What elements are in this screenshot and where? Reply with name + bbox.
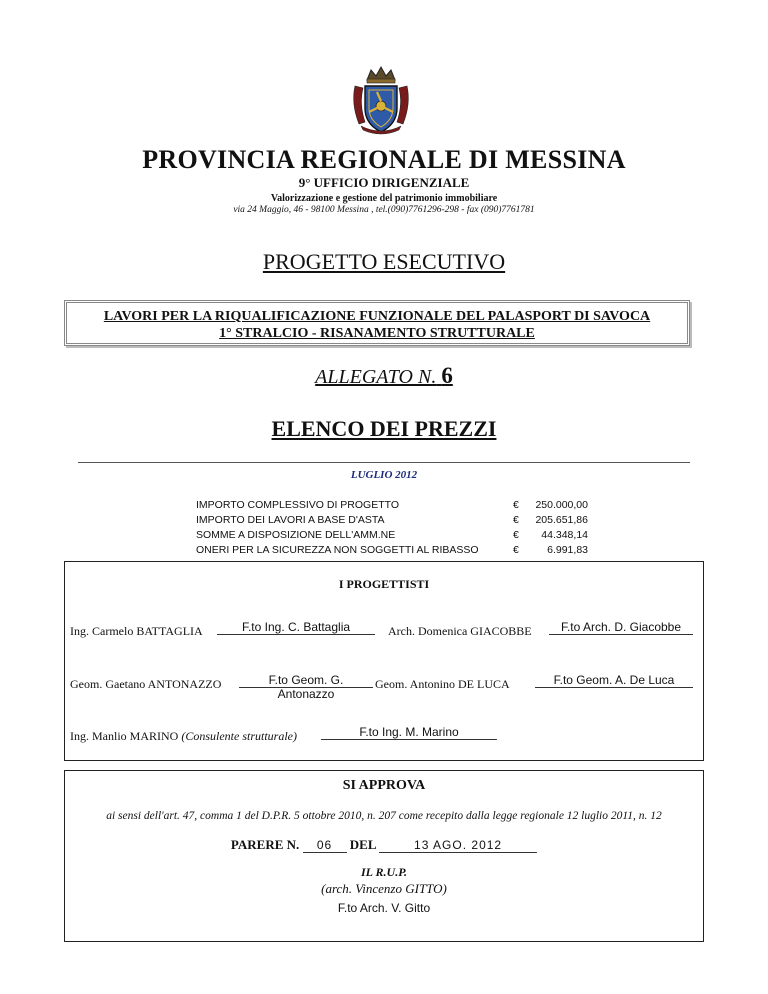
cost-currency: € [513, 544, 519, 556]
cost-currency: € [513, 499, 519, 511]
cost-value: 6.991,83 [547, 544, 588, 556]
designer-signature: F.to Arch. D. Giacobbe [549, 620, 693, 635]
parere-row [65, 837, 703, 853]
cost-label: ONERI PER LA SICUREZZA NON SOGGETTI AL RIBASSO [196, 544, 479, 556]
designer-name: Arch. Domenica GIACOBBE [388, 624, 532, 638]
rup-name: (arch. Vincenzo GITTO) [321, 881, 447, 896]
office-subtitle: Valorizzazione e gestione del patrimonio immobiliare [270, 193, 498, 204]
approval-law-text: ai sensi dell'art. 47, comma 1 del D.P.R. 5 ottobre 2010, n. 207 come recepito dalla legge regionale 12 luglio 2011, n. 12 [106, 810, 662, 822]
document-date: LUGLIO 2012 [350, 469, 418, 481]
designer-signature: F.to Ing. C. Battaglia [217, 620, 375, 635]
office-address: via 24 Maggio, 46 - 98100 Messina , tel.(090)7761296-298 - fax (090)7761781 [233, 205, 535, 215]
designer-name: Ing. Carmelo BATTAGLIA [70, 624, 203, 638]
parere-date: 13 AGO. 2012 [379, 839, 537, 853]
allegato-heading [0, 363, 768, 389]
designers-box [64, 561, 704, 761]
cost-value: 250.000,00 [535, 499, 588, 511]
rup-signature: F.to Arch. V. Gitto [337, 901, 431, 915]
designer-signature: F.to Geom. A. De Luca [535, 673, 693, 688]
allegato-label: ALLEGATO N. [315, 366, 437, 388]
rup-title: IL R.U.P. [360, 865, 407, 879]
cost-value: 44.348,14 [541, 529, 588, 541]
cost-value: 205.651,86 [535, 514, 588, 526]
designer-name: Geom. Antonino DE LUCA [375, 677, 510, 691]
designer-name: Ing. Manlio MARINO [70, 729, 179, 743]
cost-label: IMPORTO COMPLESSIVO DI PROGETTO [196, 499, 400, 511]
designers-title: I PROGETTISTI [338, 577, 430, 591]
works-title-line1: LAVORI PER LA RIQUALIFICAZIONE FUNZIONALE DEL PALASPORT DI SAVOCA [103, 309, 651, 324]
del-label: DEL [349, 837, 376, 852]
cost-label: SOMME A DISPOSIZIONE DELL'AMM.NE [196, 529, 396, 541]
designer-name-with-role [70, 729, 297, 744]
designer-role: (Consulente strutturale) [181, 729, 297, 743]
designer-name: Geom. Gaetano ANTONAZZO [70, 677, 222, 691]
allegato-number: 6 [441, 363, 453, 388]
parere-label: PARERE N. [230, 837, 300, 852]
works-title-box [64, 300, 690, 346]
document-title: ELENCO DEI PREZZI [271, 416, 497, 441]
cost-currency: € [513, 529, 519, 541]
divider-line [78, 462, 690, 463]
works-title-line2: 1° STRALCIO - RISANAMENTO STRUTTURALE [219, 326, 535, 341]
province-crest-emblem [349, 64, 413, 136]
parere-number: 06 [303, 839, 347, 853]
cost-label: IMPORTO DEI LAVORI A BASE D'ASTA [196, 514, 385, 526]
approval-title: SI APPROVA [342, 778, 426, 793]
cost-currency: € [513, 514, 519, 526]
designer-signature: F.to Ing. M. Marino [321, 725, 497, 740]
project-type-heading: PROGETTO ESECUTIVO [262, 249, 506, 274]
office-name: 9° UFFICIO DIRIGENZIALE [298, 175, 470, 190]
header-title: PROVINCIA REGIONALE DI MESSINA [142, 145, 626, 174]
designer-signature: F.to Geom. G. Antonazzo [239, 673, 373, 688]
approval-box [64, 770, 704, 942]
